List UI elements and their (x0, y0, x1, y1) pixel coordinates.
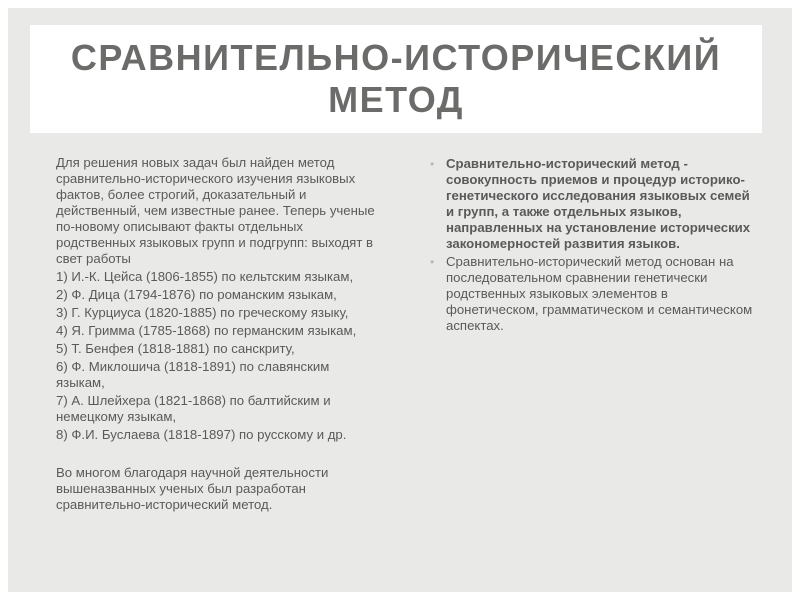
slide-title: СРАВНИТЕЛЬНО-ИСТОРИЧЕСКИЙ МЕТОД (70, 37, 722, 120)
list-item: 6) Ф. Миклошича (1818-1891) по славянским языкам, (56, 359, 330, 390)
list-item: 5) Т. Бенфея (1818-1881) по санскриту, (56, 341, 295, 356)
bullet-icon: • (430, 157, 435, 171)
basis-text: Сравнительно-исторический метод основан на последовательном сравнении генетически родственных языковых элементов в фонетическом, грамматическом и семантическом аспектах. (446, 254, 753, 333)
list-item: 1) И.-К. Цейса (1806-1855) по кельтским языкам, (56, 269, 354, 284)
basis-bullet (428, 254, 754, 334)
list-item: 2) Ф. Дица (1794-1876) по романским языкам, (56, 287, 337, 302)
left-column (56, 155, 378, 513)
list-item: 4) Я. Гримма (1785-1868) по германским языкам, (56, 323, 357, 338)
list-item: 8) Ф.И. Буслаева (1818-1897) по русскому и др. (56, 427, 347, 442)
bullet-icon: • (430, 255, 435, 269)
list-item: 3) Г. Курциуса (1820-1885) по греческому языку, (56, 305, 349, 320)
intro-paragraph: Для решения новых задач был найден метод сравнительно-исторического изучения языковых фактов, более строгий, доказательный и действенный, чем известные ранее. Теперь ученые по-новому описывают факты отдельных родственных языковых групп и подгрупп: выходят в свет работы (56, 155, 375, 266)
definition-text: Сравнительно-исторический метод - совокупность приемов и процедур историко-генетического исследования языковых семей и групп, а также отдельных языков, направленных на установление исторических закономерностей развития языков. (446, 156, 751, 251)
definition-bullet (428, 156, 754, 252)
title-box (30, 25, 762, 133)
slide (8, 8, 792, 592)
right-column (428, 156, 754, 336)
conclusion-paragraph: Во многом благодаря научной деятельности вышеназванных ученых был разработан сравнительно-исторический метод. (56, 465, 329, 512)
list-item: 7) А. Шлейхера (1821-1868) по балтийским и немецкому языкам, (56, 393, 331, 424)
